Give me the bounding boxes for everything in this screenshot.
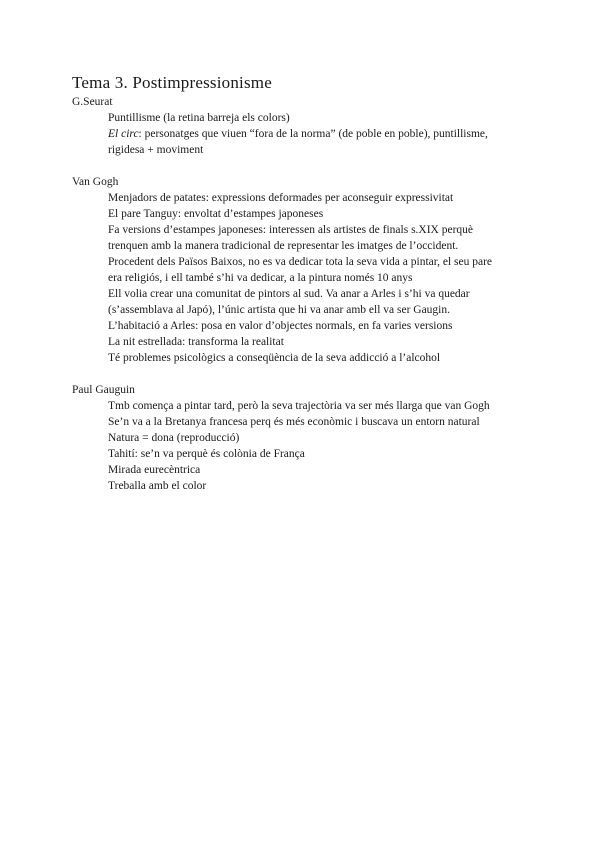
list-item: Mirada eurecèntrica <box>108 464 201 476</box>
section-heading: Van Gogh <box>72 176 119 188</box>
list-item: Ell volia crear una comunitat de pintors al sud. Va anar a Arles i s’hi va quedar <box>108 288 470 300</box>
list-item: Fa versions d’estampes japoneses: interessen als artistes de finals s.XIX perquè <box>108 224 474 236</box>
list-item: El pare Tanguy: envoltat d’estampes japoneses <box>108 208 324 220</box>
list-item: L’habitació a Arles: posa en valor d’objectes normals, en fa varies versions <box>108 320 453 332</box>
list-item: Tahití: se’n va perquè és colònia de França <box>108 448 305 460</box>
list-item-text: : personatges que viuen “fora de la norma” (de poble en poble), puntillisme, <box>138 128 488 140</box>
list-item: Menjadors de patates: expressions deformades per aconseguir expressivitat <box>108 192 454 204</box>
section-heading: G.Seurat <box>72 96 113 108</box>
spacer <box>72 158 532 174</box>
document-title: Tema 3. Postimpressionisme <box>72 73 272 92</box>
section-heading: Paul Gauguin <box>72 384 135 396</box>
list-item <box>72 126 532 142</box>
list-item: Té problemes psicològics a conseqüència de la seva addicció a l’alcohol <box>108 352 441 364</box>
list-item: Treballa amb el color <box>108 480 207 492</box>
list-item: trenquen amb la manera tradicional de representar les imatges de l’occident. <box>108 240 459 252</box>
item-list <box>72 190 532 366</box>
list-item: Procedent dels Països Baixos, no es va dedicar tota la seva vida a pintar, el seu pare <box>108 256 493 268</box>
spacer <box>72 366 532 382</box>
list-item: La nit estrellada: transforma la realitat <box>108 336 284 348</box>
section-gauguin <box>72 382 532 494</box>
artwork-title: El circ <box>108 128 139 140</box>
list-item: (s’assemblava al Japó), l’únic artista que hi va anar amb ell va ser Gaugin. <box>108 304 451 316</box>
list-item: Puntillisme (la retina barreja els colors) <box>108 112 290 124</box>
section-seurat <box>72 94 532 158</box>
list-item: Tmb comença a pintar tard, però la seva trajectòria va ser més llarga que van Gogh <box>108 400 490 412</box>
item-list <box>72 398 532 494</box>
section-van-gogh <box>72 174 532 366</box>
list-item: Se’n va a la Bretanya francesa perq és més econòmic i buscava un entorn natural <box>108 416 480 428</box>
list-item: rigidesa + moviment <box>108 144 204 156</box>
list-item: Natura = dona (reproducció) <box>108 432 240 444</box>
list-item: era religiós, i ell també s’hi va dedicar, a la pintura només 10 anys <box>108 272 413 284</box>
document-page <box>72 72 532 494</box>
item-list <box>72 110 532 158</box>
